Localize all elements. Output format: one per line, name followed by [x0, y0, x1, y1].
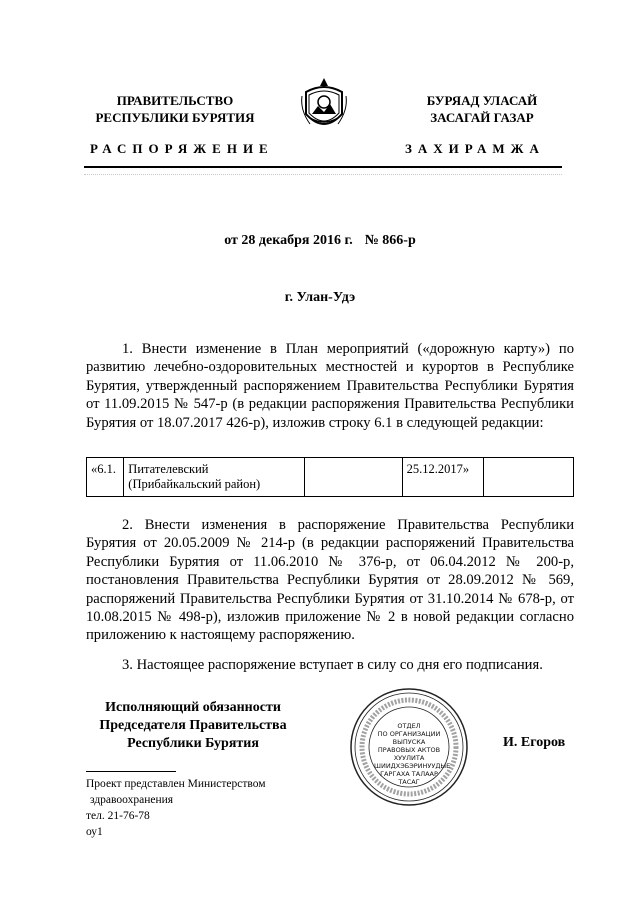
table-cell-date: 25.12.2017» — [402, 458, 484, 497]
signatory-line2: Председателя Правительства — [99, 718, 287, 733]
header-left-line1: ПРАВИТЕЛЬСТВО — [116, 93, 234, 108]
header-left — [65, 92, 285, 126]
paragraph-3-text: 3. Настоящее распоряжение вступает в силу со дня его подписания. — [122, 657, 543, 673]
header-left-line2: РЕСПУБЛИКИ БУРЯТИЯ — [95, 110, 255, 125]
footnote-rule — [86, 771, 176, 772]
header-right-line2: ЗАСАГАЙ ГАЗАР — [430, 110, 534, 125]
stamp-line8: ТАСАГ — [398, 778, 420, 786]
stamp-center-text — [374, 722, 451, 786]
stamp-line6: ШИИДХЭБЭРИНУУДЫЕ — [374, 762, 451, 770]
coat-of-arms-icon — [298, 74, 350, 138]
paragraph-1 — [86, 340, 574, 432]
stamp-line2: ПО ОРГАНИЗАЦИИ — [377, 730, 441, 738]
table-cell-name-line2: (Прибайкальский район) — [128, 477, 261, 491]
footnote-line3: тел. 21-76-78 — [86, 810, 150, 822]
plan-table — [86, 457, 574, 497]
table-cell-3 — [304, 458, 402, 497]
paragraph-2-text: 2. Внести изменения в распоряжение Правительства Республики Бурятия от 20.05.2009 № 214-р (в редакции распоряжений Правительства Республики Бурятия от 11.06.2010 № 376-р, от 06.04.2012 № 200-р, постановления Правительства Республики Бурятия от 28.09.2012 № 569, распоряжений Правительства Республики Бурятия от 31.10.2014 № 678-р, от 10.08.2015 № 498-р), изложив приложение № 2 в новой редакции согласно приложению к настоящему распоряжению. — [86, 517, 574, 644]
header-left-title: РАСПОРЯЖЕНИЕ — [90, 141, 274, 156]
stamp-line3: ВЫПУСКА — [392, 738, 426, 746]
footnote — [86, 776, 346, 840]
signatory-line1: Исполняющий обязанности — [105, 700, 281, 715]
footnote-line4: оу1 — [86, 826, 103, 838]
footnote-line1: Проект представлен Министерством — [86, 778, 266, 790]
stamp-line4: ПРАВОВЫХ АКТОВ — [377, 746, 441, 754]
header-right-title: ЗАХИРАМЖА — [405, 141, 545, 156]
header-right — [372, 92, 592, 126]
paragraph-1-text: 1. Внести изменение в План мероприятий («дорожную карту») по развитию лечебно-оздоровительных местностей и курортов в Республике Бурятия, утвержденный распоряжением Правительства Республики Бурятия от 11.09.2015 № 547-р (в редакции распоряжения Правительства Республики Бурятия от 18.07.2017 426-р), изложив строку 6.1 в следующей редакции: — [86, 341, 574, 431]
paragraph-3 — [86, 656, 574, 674]
header-rule — [84, 166, 562, 168]
table-cell-5 — [484, 458, 574, 497]
stamp-line7: ГАРГАХА ТАЛААР — [380, 770, 438, 778]
signatory-line3: Республики Бурятия — [127, 736, 259, 751]
table-row — [87, 458, 574, 497]
header-right-line1: БУРЯАД УЛАСАЙ — [426, 93, 538, 108]
footnote-line2: здравоохранения — [90, 794, 174, 806]
signatory-name: И. Егоров — [503, 735, 566, 750]
signatory-title — [68, 699, 318, 753]
document-date: от 28 декабря 2016 г. — [224, 233, 353, 248]
document-number: № 866-р — [364, 233, 416, 248]
stamp-line1: ОТДЕЛ — [397, 722, 421, 730]
document-city: г. Улан-Удэ — [284, 290, 356, 305]
table-cell-num: «6.1. — [87, 458, 124, 497]
document-date-line — [0, 233, 640, 249]
paragraph-2 — [86, 516, 574, 645]
stamp-line5: ХУУЛИТА — [393, 754, 425, 762]
header-dotted-rule — [84, 174, 562, 175]
table-cell-name — [124, 458, 304, 497]
table-cell-name-line1: Питателевский — [128, 462, 209, 476]
